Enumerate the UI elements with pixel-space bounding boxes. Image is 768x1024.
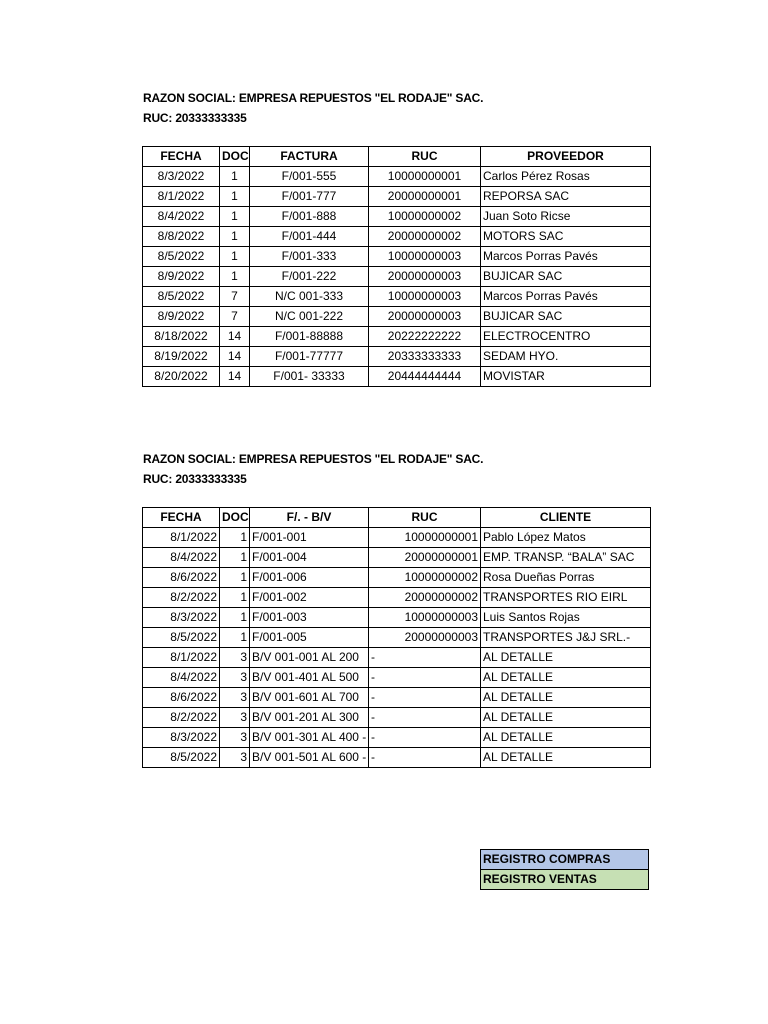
- compras-cell-factura: F/001-77777: [250, 347, 369, 367]
- ventas-cell-ruc: -: [369, 708, 481, 728]
- compras-cell-proveedor: BUJICAR SAC: [481, 267, 651, 287]
- ventas-cell-fecha: 8/2/2022: [143, 708, 220, 728]
- compras-cell-doc: 1: [220, 227, 250, 247]
- ventas-cell-cliente: AL DETALLE: [481, 688, 651, 708]
- ventas-cell-ruc: 10000000002: [369, 568, 481, 588]
- compras-cell-fecha: 8/19/2022: [143, 347, 220, 367]
- compras-cell-fecha: 8/20/2022: [143, 367, 220, 387]
- ventas-cell-comprobante: F/001-003: [250, 608, 369, 628]
- ventas-cell-doc: 3: [220, 688, 250, 708]
- compras-cell-ruc: 10000000001: [369, 167, 481, 187]
- ventas-cell-cliente: TRANSPORTES RIO EIRL: [481, 588, 651, 608]
- ventas-cell-comprobante: F/001-002: [250, 588, 369, 608]
- compras-cell-factura: F/001-888: [250, 207, 369, 227]
- ventas-cell-cliente: AL DETALLE: [481, 728, 651, 748]
- ventas-cell-comprobante: B/V 001-401 AL 500: [250, 668, 369, 688]
- ventas-cell-ruc: -: [369, 748, 481, 768]
- ventas-table-row: [143, 528, 651, 548]
- ventas-cell-fecha: 8/6/2022: [143, 568, 220, 588]
- ventas-cell-fecha: 8/1/2022: [143, 528, 220, 548]
- ventas-header-fecha: FECHA: [143, 508, 220, 528]
- compras-cell-fecha: 8/5/2022: [143, 287, 220, 307]
- ventas-cell-doc: 1: [220, 568, 250, 588]
- ventas-razon-social: RAZON SOCIAL: EMPRESA REPUESTOS "EL RODAJE" SAC.: [143, 452, 484, 466]
- compras-header-doc: DOC: [220, 147, 250, 167]
- ventas-cell-doc: 3: [220, 648, 250, 668]
- ventas-cell-doc: 1: [220, 628, 250, 648]
- compras-cell-proveedor: Marcos Porras Pavés: [481, 247, 651, 267]
- compras-cell-factura: F/001-88888: [250, 327, 369, 347]
- ventas-cell-ruc: -: [369, 648, 481, 668]
- compras-cell-ruc: 20000000002: [369, 227, 481, 247]
- compras-table-row: [143, 307, 651, 327]
- compras-cell-ruc: 10000000002: [369, 207, 481, 227]
- compras-header-factura: FACTURA: [250, 147, 369, 167]
- ventas-cell-cliente: AL DETALLE: [481, 648, 651, 668]
- compras-cell-doc: 7: [220, 307, 250, 327]
- ventas-table-row: [143, 668, 651, 688]
- compras-cell-proveedor: REPORSA SAC: [481, 187, 651, 207]
- compras-cell-doc: 14: [220, 327, 250, 347]
- compras-cell-factura: N/C 001-222: [250, 307, 369, 327]
- compras-cell-fecha: 8/9/2022: [143, 307, 220, 327]
- compras-table-row: [143, 287, 651, 307]
- ventas-cell-cliente: AL DETALLE: [481, 748, 651, 768]
- ventas-cell-doc: 1: [220, 528, 250, 548]
- compras-header-fecha: FECHA: [143, 147, 220, 167]
- compras-cell-factura: F/001-777: [250, 187, 369, 207]
- ventas-cell-fecha: 8/4/2022: [143, 668, 220, 688]
- compras-cell-proveedor: Marcos Porras Pavés: [481, 287, 651, 307]
- compras-cell-proveedor: SEDAM HYO.: [481, 347, 651, 367]
- compras-ruc: RUC: 20333333335: [143, 111, 247, 125]
- compras-table: [142, 146, 651, 387]
- compras-cell-factura: F/001-333: [250, 247, 369, 267]
- compras-table-row: [143, 367, 651, 387]
- compras-table-row: [143, 227, 651, 247]
- ventas-cell-cliente: TRANSPORTES J&J SRL.-: [481, 628, 651, 648]
- ventas-cell-doc: 1: [220, 548, 250, 568]
- ventas-cell-doc: 1: [220, 608, 250, 628]
- ventas-table-row: [143, 568, 651, 588]
- compras-cell-ruc: 10000000003: [369, 287, 481, 307]
- ventas-cell-ruc: -: [369, 728, 481, 748]
- compras-cell-ruc: 20000000003: [369, 307, 481, 327]
- registro-links: [480, 849, 649, 890]
- compras-cell-ruc: 20000000001: [369, 187, 481, 207]
- compras-cell-ruc: 20444444444: [369, 367, 481, 387]
- ventas-cell-ruc: 10000000001: [369, 528, 481, 548]
- compras-cell-factura: F/001- 33333: [250, 367, 369, 387]
- ventas-cell-cliente: Pablo López Matos: [481, 528, 651, 548]
- registro-compras-button[interactable]: REGISTRO COMPRAS: [481, 850, 649, 870]
- compras-cell-factura: F/001-222: [250, 267, 369, 287]
- ventas-cell-doc: 3: [220, 728, 250, 748]
- compras-cell-doc: 1: [220, 167, 250, 187]
- ventas-cell-doc: 3: [220, 708, 250, 728]
- compras-header-ruc: RUC: [369, 147, 481, 167]
- compras-cell-fecha: 8/5/2022: [143, 247, 220, 267]
- ventas-cell-doc: 1: [220, 588, 250, 608]
- ventas-cell-ruc: 20000000003: [369, 628, 481, 648]
- compras-cell-factura: F/001-444: [250, 227, 369, 247]
- ventas-table-row: [143, 588, 651, 608]
- ventas-cell-fecha: 8/3/2022: [143, 728, 220, 748]
- compras-table-row: [143, 187, 651, 207]
- compras-table-row: [143, 167, 651, 187]
- ventas-cell-comprobante: B/V 001-601 AL 700: [250, 688, 369, 708]
- ventas-cell-ruc: -: [369, 668, 481, 688]
- ventas-table-row: [143, 688, 651, 708]
- compras-cell-proveedor: Carlos Pérez Rosas: [481, 167, 651, 187]
- compras-cell-fecha: 8/3/2022: [143, 167, 220, 187]
- compras-header-proveedor: PROVEEDOR: [481, 147, 651, 167]
- ventas-cell-comprobante: B/V 001-201 AL 300: [250, 708, 369, 728]
- compras-cell-proveedor: BUJICAR SAC: [481, 307, 651, 327]
- ventas-cell-ruc: 10000000003: [369, 608, 481, 628]
- compras-cell-proveedor: Juan Soto Ricse: [481, 207, 651, 227]
- compras-cell-doc: 1: [220, 247, 250, 267]
- ventas-cell-fecha: 8/5/2022: [143, 628, 220, 648]
- ventas-table-row: [143, 608, 651, 628]
- ventas-cell-comprobante: F/001-005: [250, 628, 369, 648]
- ventas-header-ruc: RUC: [369, 508, 481, 528]
- ventas-header-cliente: CLIENTE: [481, 508, 651, 528]
- compras-cell-doc: 1: [220, 187, 250, 207]
- compras-cell-fecha: 8/9/2022: [143, 267, 220, 287]
- ventas-cell-fecha: 8/6/2022: [143, 688, 220, 708]
- ventas-cell-fecha: 8/2/2022: [143, 588, 220, 608]
- compras-table-row: [143, 327, 651, 347]
- ventas-cell-comprobante: B/V 001-001 AL 200: [250, 648, 369, 668]
- ventas-cell-doc: 3: [220, 668, 250, 688]
- compras-razon-social: RAZON SOCIAL: EMPRESA REPUESTOS "EL RODAJE" SAC.: [143, 91, 484, 105]
- ventas-cell-ruc: 20000000001: [369, 548, 481, 568]
- compras-cell-doc: 1: [220, 267, 250, 287]
- ventas-header-doc: DOC: [220, 508, 250, 528]
- compras-table-row: [143, 207, 651, 227]
- ventas-cell-doc: 3: [220, 748, 250, 768]
- ventas-cell-ruc: 20000000002: [369, 588, 481, 608]
- ventas-table-row: [143, 748, 651, 768]
- ventas-cell-comprobante: F/001-001: [250, 528, 369, 548]
- ventas-cell-comprobante: F/001-006: [250, 568, 369, 588]
- ventas-cell-comprobante: B/V 001-301 AL 400 -: [250, 728, 369, 748]
- ventas-cell-cliente: AL DETALLE: [481, 708, 651, 728]
- compras-table-row: [143, 267, 651, 287]
- registro-ventas-button[interactable]: REGISTRO VENTAS: [481, 870, 649, 890]
- ventas-cell-cliente: Luis Santos Rojas: [481, 608, 651, 628]
- compras-header-row: [143, 147, 651, 167]
- ventas-cell-fecha: 8/5/2022: [143, 748, 220, 768]
- compras-cell-factura: N/C 001-333: [250, 287, 369, 307]
- compras-cell-proveedor: MOVISTAR: [481, 367, 651, 387]
- compras-cell-fecha: 8/8/2022: [143, 227, 220, 247]
- compras-cell-ruc: 20222222222: [369, 327, 481, 347]
- ventas-table-row: [143, 628, 651, 648]
- ventas-cell-fecha: 8/1/2022: [143, 648, 220, 668]
- ventas-cell-comprobante: F/001-004: [250, 548, 369, 568]
- compras-cell-fecha: 8/4/2022: [143, 207, 220, 227]
- compras-cell-ruc: 20000000003: [369, 267, 481, 287]
- ventas-cell-cliente: Rosa Dueñas Porras: [481, 568, 651, 588]
- compras-cell-proveedor: ELECTROCENTRO: [481, 327, 651, 347]
- compras-cell-fecha: 8/18/2022: [143, 327, 220, 347]
- compras-cell-ruc: 20333333333: [369, 347, 481, 367]
- compras-cell-doc: 14: [220, 347, 250, 367]
- compras-cell-doc: 7: [220, 287, 250, 307]
- ventas-ruc: RUC: 20333333335: [143, 472, 247, 486]
- ventas-table-row: [143, 648, 651, 668]
- ventas-cell-comprobante: B/V 001-501 AL 600 -: [250, 748, 369, 768]
- ventas-header-row: [143, 508, 651, 528]
- compras-cell-proveedor: MOTORS SAC: [481, 227, 651, 247]
- compras-cell-factura: F/001-555: [250, 167, 369, 187]
- ventas-cell-ruc: -: [369, 688, 481, 708]
- compras-cell-fecha: 8/1/2022: [143, 187, 220, 207]
- ventas-cell-fecha: 8/3/2022: [143, 608, 220, 628]
- ventas-header-fbv: F/. - B/V: [250, 508, 369, 528]
- ventas-table-row: [143, 708, 651, 728]
- compras-table-row: [143, 247, 651, 267]
- ventas-cell-fecha: 8/4/2022: [143, 548, 220, 568]
- ventas-table-row: [143, 728, 651, 748]
- compras-cell-doc: 14: [220, 367, 250, 387]
- ventas-cell-cliente: AL DETALLE: [481, 668, 651, 688]
- compras-table-row: [143, 347, 651, 367]
- compras-cell-ruc: 10000000003: [369, 247, 481, 267]
- ventas-table-row: [143, 548, 651, 568]
- compras-cell-doc: 1: [220, 207, 250, 227]
- ventas-table: [142, 507, 651, 768]
- ventas-cell-cliente: EMP. TRANSP. “BALA” SAC: [481, 548, 651, 568]
